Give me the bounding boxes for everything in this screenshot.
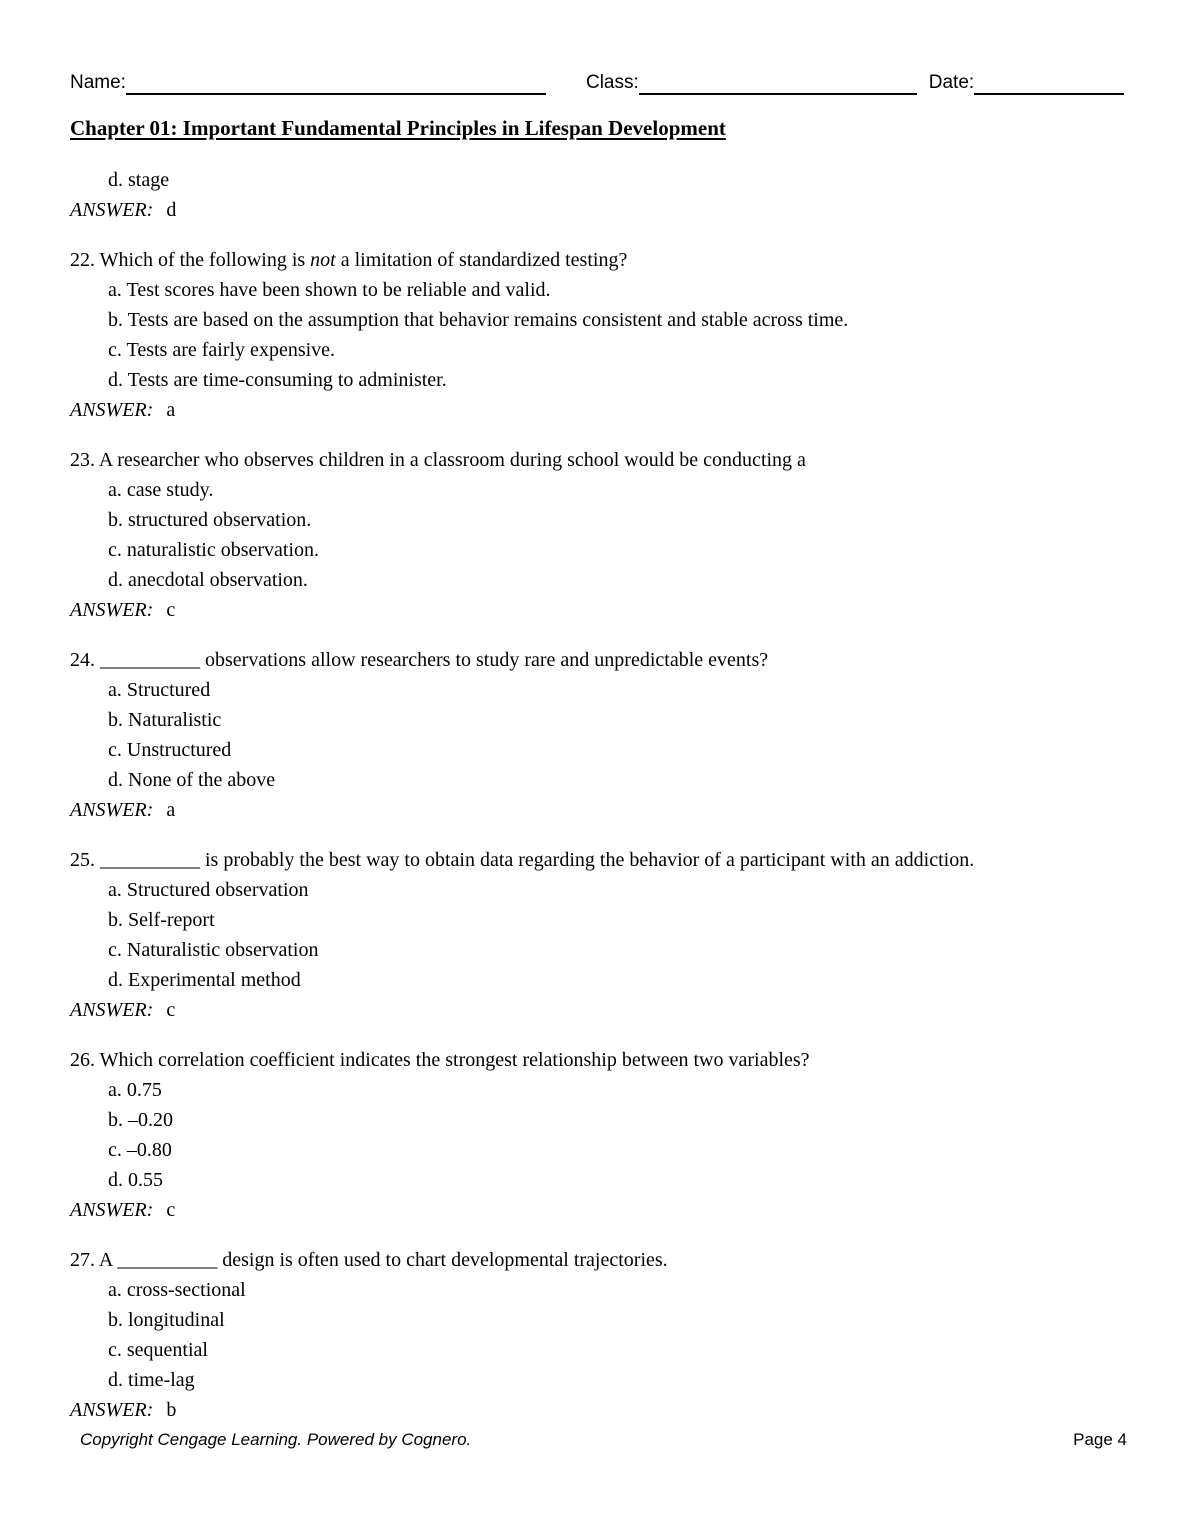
answer-row	[70, 595, 1120, 625]
answer-label: ANSWER:	[70, 399, 154, 421]
question-text	[70, 645, 1120, 675]
question-text	[70, 1045, 1120, 1075]
question-segment: Which of the following is	[99, 249, 311, 271]
answer-label: ANSWER:	[70, 1199, 154, 1221]
question-segment: __________ observations allow researchers to study rare and unpredictable events?	[100, 649, 769, 671]
answer-value: c	[166, 599, 176, 621]
answer-option-c: c. Unstructured	[108, 739, 232, 761]
page-header	[70, 72, 1120, 95]
answer-option-a: a. cross-sectional	[108, 1279, 246, 1301]
answer-label: ANSWER:	[70, 799, 154, 821]
page-number: Page 4	[1073, 1430, 1127, 1449]
question-block-22	[70, 245, 1120, 425]
question-number: 26.	[70, 1049, 100, 1071]
question-number: 24.	[70, 649, 100, 671]
copyright-text: Copyright Cengage Learning. Powered by Cognero.	[80, 1430, 472, 1449]
date-blank-line	[974, 75, 1124, 95]
question-number: 23.	[70, 449, 99, 471]
name-label: Name:	[70, 72, 126, 93]
answer-option-a: a. Structured	[108, 679, 211, 701]
answer-option-b: b. structured observation.	[108, 509, 312, 531]
answer-value: a	[166, 799, 176, 821]
answer-option-a: a. Test scores have been shown to be reliable and valid.	[108, 279, 551, 301]
answer-value: c	[166, 999, 176, 1021]
answer-option-c: c. Naturalistic observation	[108, 939, 319, 961]
answer-option-d: d. time-lag	[108, 1369, 195, 1391]
question-text	[70, 1245, 1120, 1275]
answer-label: ANSWER:	[70, 999, 154, 1021]
question-list	[70, 245, 1120, 1425]
answer-row	[70, 795, 1120, 825]
question-number: 27.	[70, 1249, 99, 1271]
answer-value: d	[166, 199, 177, 221]
question-number: 22.	[70, 249, 100, 271]
questions-section	[70, 165, 1120, 1425]
answer-option-c: c. naturalistic observation.	[108, 539, 320, 561]
answer-option-d: d. anecdotal observation.	[108, 569, 308, 591]
question-segment: a limitation of standardized testing?	[335, 249, 628, 271]
chapter-title: Chapter 01: Important Fundamental Principles in Lifespan Development	[70, 116, 726, 140]
answer-option-d: d. Tests are time-consuming to administer.	[108, 369, 447, 391]
answer-value: b	[166, 1399, 177, 1421]
question-block-26	[70, 1045, 1120, 1225]
answer-row	[70, 1395, 1120, 1425]
class-blank-line	[639, 75, 917, 95]
name-field	[70, 72, 546, 95]
answer-value: a	[166, 399, 176, 421]
answer-label: ANSWER:	[70, 199, 154, 221]
continuation-option: d. stage	[108, 169, 170, 191]
answer-option-b: b. –0.20	[108, 1109, 173, 1131]
answer-row	[70, 195, 1120, 225]
answer-value: c	[166, 1199, 176, 1221]
question-segment: Which correlation coefficient indicates the strongest relationship between two variables?	[99, 1049, 810, 1071]
date-field	[929, 72, 1124, 95]
answer-option-d: d. 0.55	[108, 1169, 163, 1191]
answer-row	[70, 995, 1120, 1025]
page-footer	[80, 1430, 1127, 1450]
answer-option-d: d. Experimental method	[108, 969, 301, 991]
name-blank-line	[126, 75, 546, 95]
answer-label: ANSWER:	[70, 1399, 154, 1421]
class-label: Class:	[585, 72, 639, 93]
answer-option-c: c. Tests are fairly expensive.	[108, 339, 336, 361]
question-segment: __________ is probably the best way to obtain data regarding the behavior of a participant with an addiction.	[100, 849, 975, 871]
answer-option-a: a. Structured observation	[108, 879, 309, 901]
question-text	[70, 245, 1120, 275]
class-field	[586, 72, 917, 95]
answer-option-c: c. sequential	[108, 1339, 208, 1361]
question-emphasis: not	[310, 249, 336, 271]
answer-option-a: a. case study.	[108, 479, 214, 501]
answer-option-c: c. –0.80	[108, 1139, 172, 1161]
date-label: Date:	[928, 72, 975, 93]
question-text	[70, 445, 1120, 475]
question-segment: A researcher who observes children in a classroom during school would be conducting a	[98, 449, 806, 471]
answer-option-b: b. longitudinal	[108, 1309, 225, 1331]
question-continuation-block	[70, 165, 1120, 225]
question-segment: A __________ design is often used to chart developmental trajectories.	[98, 1249, 668, 1271]
question-text	[70, 845, 1120, 875]
answer-row	[70, 1195, 1120, 1225]
question-block-27	[70, 1245, 1120, 1425]
answer-row	[70, 395, 1120, 425]
answer-option-b: b. Naturalistic	[108, 709, 222, 731]
question-block-24	[70, 645, 1120, 825]
question-block-25	[70, 845, 1120, 1025]
question-number: 25.	[70, 849, 100, 871]
answer-option-a: a. 0.75	[108, 1079, 162, 1101]
answer-option-b: b. Self-report	[108, 909, 215, 931]
answer-option-d: d. None of the above	[108, 769, 276, 791]
question-block-23	[70, 445, 1120, 625]
answer-label: ANSWER:	[70, 599, 154, 621]
answer-option-b: b. Tests are based on the assumption that behavior remains consistent and stable across time.	[108, 309, 849, 331]
